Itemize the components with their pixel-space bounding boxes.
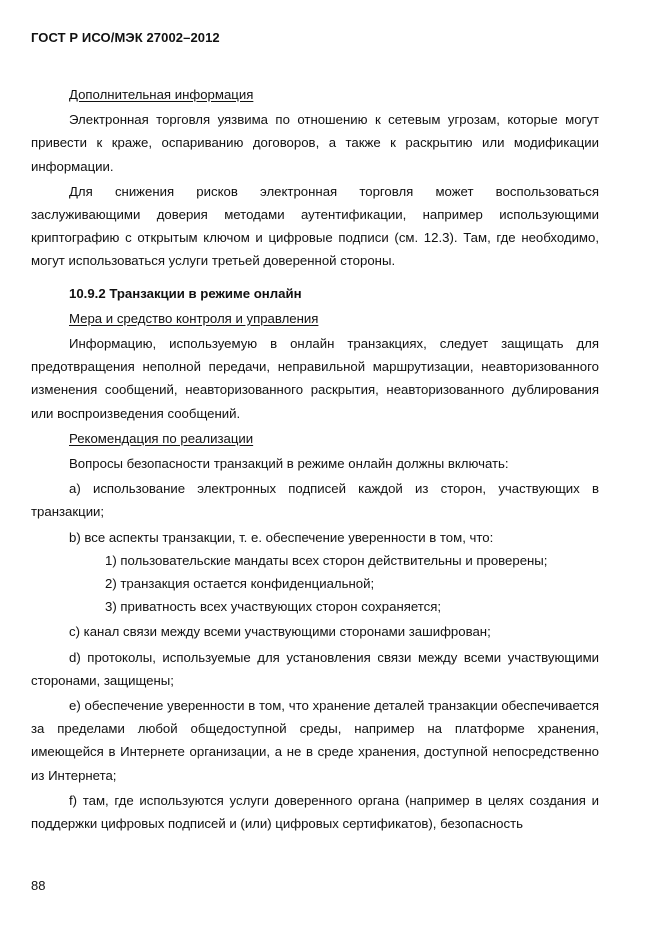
list-item: d) протоколы, используемые для установления связи между всеми участвующими сторонами, защищены; xyxy=(31,649,599,688)
paragraph: Вопросы безопасности транзакций в режиме онлайн должны включать: xyxy=(69,456,509,472)
list-item: с) канал связи между всеми участвующими сторонами зашифрован; xyxy=(69,624,491,640)
sub-list-item: 1) пользовательские мандаты всех сторон действительны и проверены; xyxy=(105,552,548,568)
sub-list-item: 2) транзакция остается конфиденциальной; xyxy=(105,576,375,592)
sub-list-item: 3) приватность всех участвующих сторон сохраняется; xyxy=(105,599,442,615)
document-body xyxy=(31,83,599,835)
list-item: а) использование электронных подписей каждой из сторон, участвующих в транзакции; xyxy=(31,481,599,520)
page-number: 88 xyxy=(31,878,46,893)
section-title: 10.9.2 Транзакции в режиме онлайн xyxy=(69,285,302,301)
additional-info-heading: Дополнительная информация xyxy=(69,87,254,102)
paragraph: Для снижения рисков электронная торговля может воспользоваться заслуживающими доверия методами аутентификации, например использующими криптографию с открытым ключом и цифровые подписи (см. 12.3). Там, где необходимо, могут использоваться услуги третьей доверенной стороны. xyxy=(31,183,599,269)
list-item: f) там, где используются услуги доверенного органа (например в целях создания и поддержки цифровых подписей и (или) цифровых сертификатов), безопасность xyxy=(31,792,599,832)
list-item: b) все аспекты транзакции, т. е. обеспечение уверенности в том, что: xyxy=(69,529,494,545)
control-heading: Мера и средство контроля и управления xyxy=(69,310,319,326)
paragraph: Информацию, используемую в онлайн транзакциях, следует защищать для предотвращения неполной передачи, неправильной маршрутизации, неавторизованного изменения сообщений, неавторизованного раскрытия, неавторизованного дублирования или воспроизведения сообщений. xyxy=(31,336,599,421)
paragraph: Электронная торговля уязвима по отношению к сетевым угрозам, которые могут привести к краже, оспариванию договоров, а также к раскрытию или модификации информации. xyxy=(31,112,599,174)
document-header: ГОСТ Р ИСО/МЭК 27002–2012 xyxy=(31,30,220,45)
implementation-heading: Рекомендация по реализации xyxy=(69,430,254,446)
list-item: е) обеспечение уверенности в том, что хранение деталей транзакции обеспечивается за пределами любой общедоступной среды, например на платформе хранения, имеющейся в Интернете организации, а не в среде хранения, доступной непосредственно из Интернета; xyxy=(31,698,599,783)
